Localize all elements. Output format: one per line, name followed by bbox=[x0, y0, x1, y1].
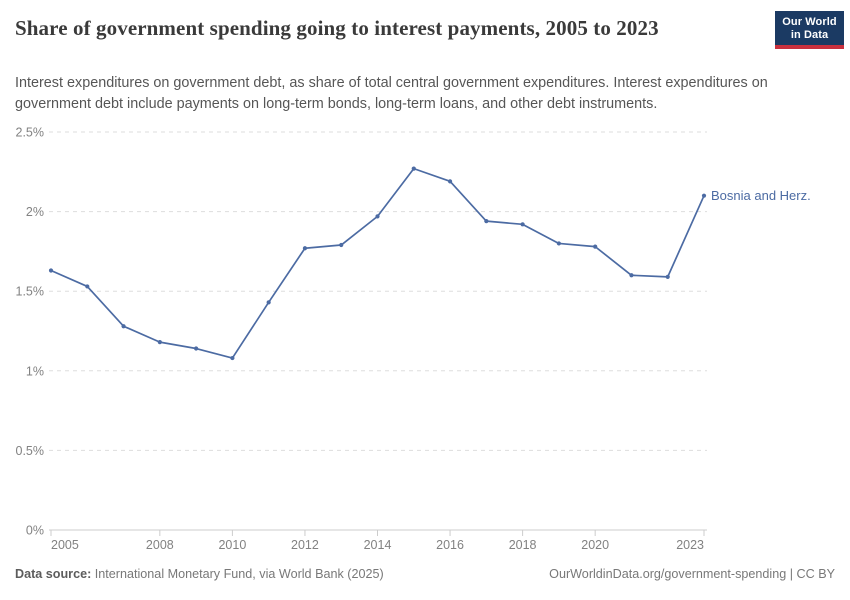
chart-footer bbox=[0, 567, 850, 581]
data-point[interactable] bbox=[484, 219, 488, 223]
data-point[interactable] bbox=[121, 324, 125, 328]
data-point[interactable] bbox=[85, 284, 89, 288]
data-source-label: Data source: bbox=[15, 567, 92, 581]
data-point[interactable] bbox=[339, 243, 343, 247]
data-point[interactable] bbox=[267, 300, 271, 304]
data-point[interactable] bbox=[375, 214, 379, 218]
series-end-label: Bosnia and Herz. bbox=[711, 188, 811, 204]
x-tick-label: 2020 bbox=[581, 538, 610, 552]
y-tick-label: 2% bbox=[25, 205, 44, 220]
data-point[interactable] bbox=[230, 356, 234, 360]
x-tick-label: 2016 bbox=[436, 538, 464, 552]
owid-logo-text-line2: in Data bbox=[790, 29, 829, 41]
x-tick-label: 2005 bbox=[51, 538, 79, 552]
y-tick-label: 2.5% bbox=[15, 125, 44, 140]
x-tick-label: 2014 bbox=[363, 538, 392, 552]
data-point[interactable] bbox=[666, 275, 670, 279]
footer-citation-link[interactable]: OurWorldinData.org/government-spending | CC BY bbox=[549, 567, 835, 581]
data-point[interactable] bbox=[158, 340, 162, 344]
y-tick-label: 0.5% bbox=[15, 443, 44, 458]
data-point[interactable] bbox=[412, 167, 416, 171]
data-point[interactable] bbox=[194, 346, 198, 350]
data-point[interactable] bbox=[448, 179, 452, 183]
x-tick-label: 2012 bbox=[291, 538, 319, 552]
page-subtitle: Interest expenditures on government debt, as share of total central government expenditures. Interest expenditures on government debt include payments on long-term bonds, long-term loans, and other debt instruments. bbox=[15, 75, 768, 112]
data-point[interactable] bbox=[303, 246, 307, 250]
x-tick-label: 2018 bbox=[508, 538, 537, 552]
page-title: Share of government spending going to interest payments, 2005 to 2023 bbox=[15, 16, 659, 40]
data-source-note bbox=[15, 567, 384, 581]
data-point[interactable] bbox=[629, 273, 633, 277]
data-point[interactable] bbox=[521, 222, 525, 226]
data-point[interactable] bbox=[49, 268, 53, 272]
data-point[interactable] bbox=[702, 194, 706, 198]
series-line[interactable] bbox=[51, 169, 704, 358]
data-source-value: International Monetary Fund, via World Bank (2025) bbox=[91, 567, 384, 581]
data-point[interactable] bbox=[593, 245, 597, 249]
data-point[interactable] bbox=[557, 241, 561, 245]
y-tick-label: 1% bbox=[25, 364, 44, 379]
y-tick-label: 1.5% bbox=[15, 284, 44, 299]
x-tick-label: 2008 bbox=[145, 538, 174, 552]
y-tick-label: 0% bbox=[25, 523, 44, 538]
owid-logo-text-line1: Our World bbox=[782, 16, 837, 28]
x-tick-label: 2023 bbox=[676, 538, 704, 552]
x-tick-label: 2010 bbox=[218, 538, 247, 552]
